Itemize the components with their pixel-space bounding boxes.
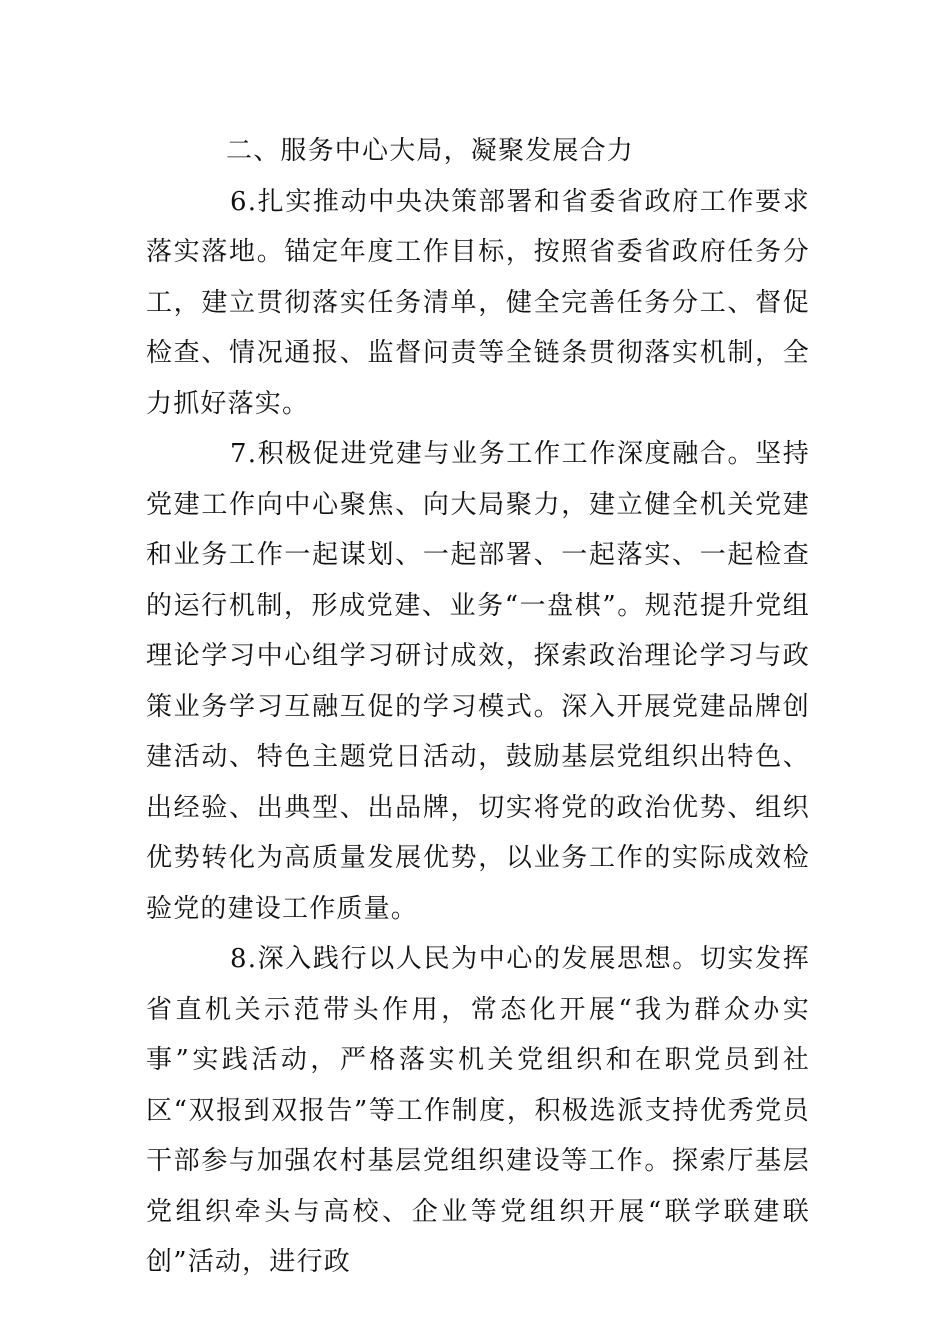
document-body bbox=[146, 126, 810, 1288]
paragraph-item-7: 7.积极促进党建与业务工作工作深度融合。坚持党建工作向中心聚焦、向大局聚力，建立健全机关党建和业务工作一起谋划、一起部署、一起落实、一起检查的运行机制，形成党建、业务“一盘棋”。规范提升党组理论学习中心组学习研讨成效，探索政治理论学习与政策业务学习互融互促的学习模式。深入开展党建品牌创建活动、特色主题党日活动，鼓励基层党组织出特色、出经验、出典型、出品牌，切实将党的政治优势、组织优势转化为高质量发展优势，以业务工作的实际成效检验党的建设工作质量。 bbox=[146, 439, 810, 924]
section-heading: 二、服务中心大局，凝聚发展合力 bbox=[226, 136, 635, 166]
paragraph-item-6: 6.扎实推动中央决策部署和省委省政府工作要求落实落地。锚定年度工作目标，按照省委省政府任务分工，建立贯彻落实任务清单，健全完善任务分工、督促检查、情况通报、监督问责等全链条贯彻落实机制，全力抓好落实。 bbox=[146, 186, 810, 419]
paragraph-item-8: 8.深入践行以人民为中心的发展思想。切实发挥省直机关示范带头作用，常态化开展“我为群众办实事”实践活动，严格落实机关党组织和在职党员到社区“双报到双报告”等工作制度，积极选派支持优秀党员干部参与加强农村基层党组织建设等工作。探索厅基层党组织牵头与高校、企业等党组织开展“联学联建联创”活动，进行政 bbox=[146, 944, 810, 1277]
